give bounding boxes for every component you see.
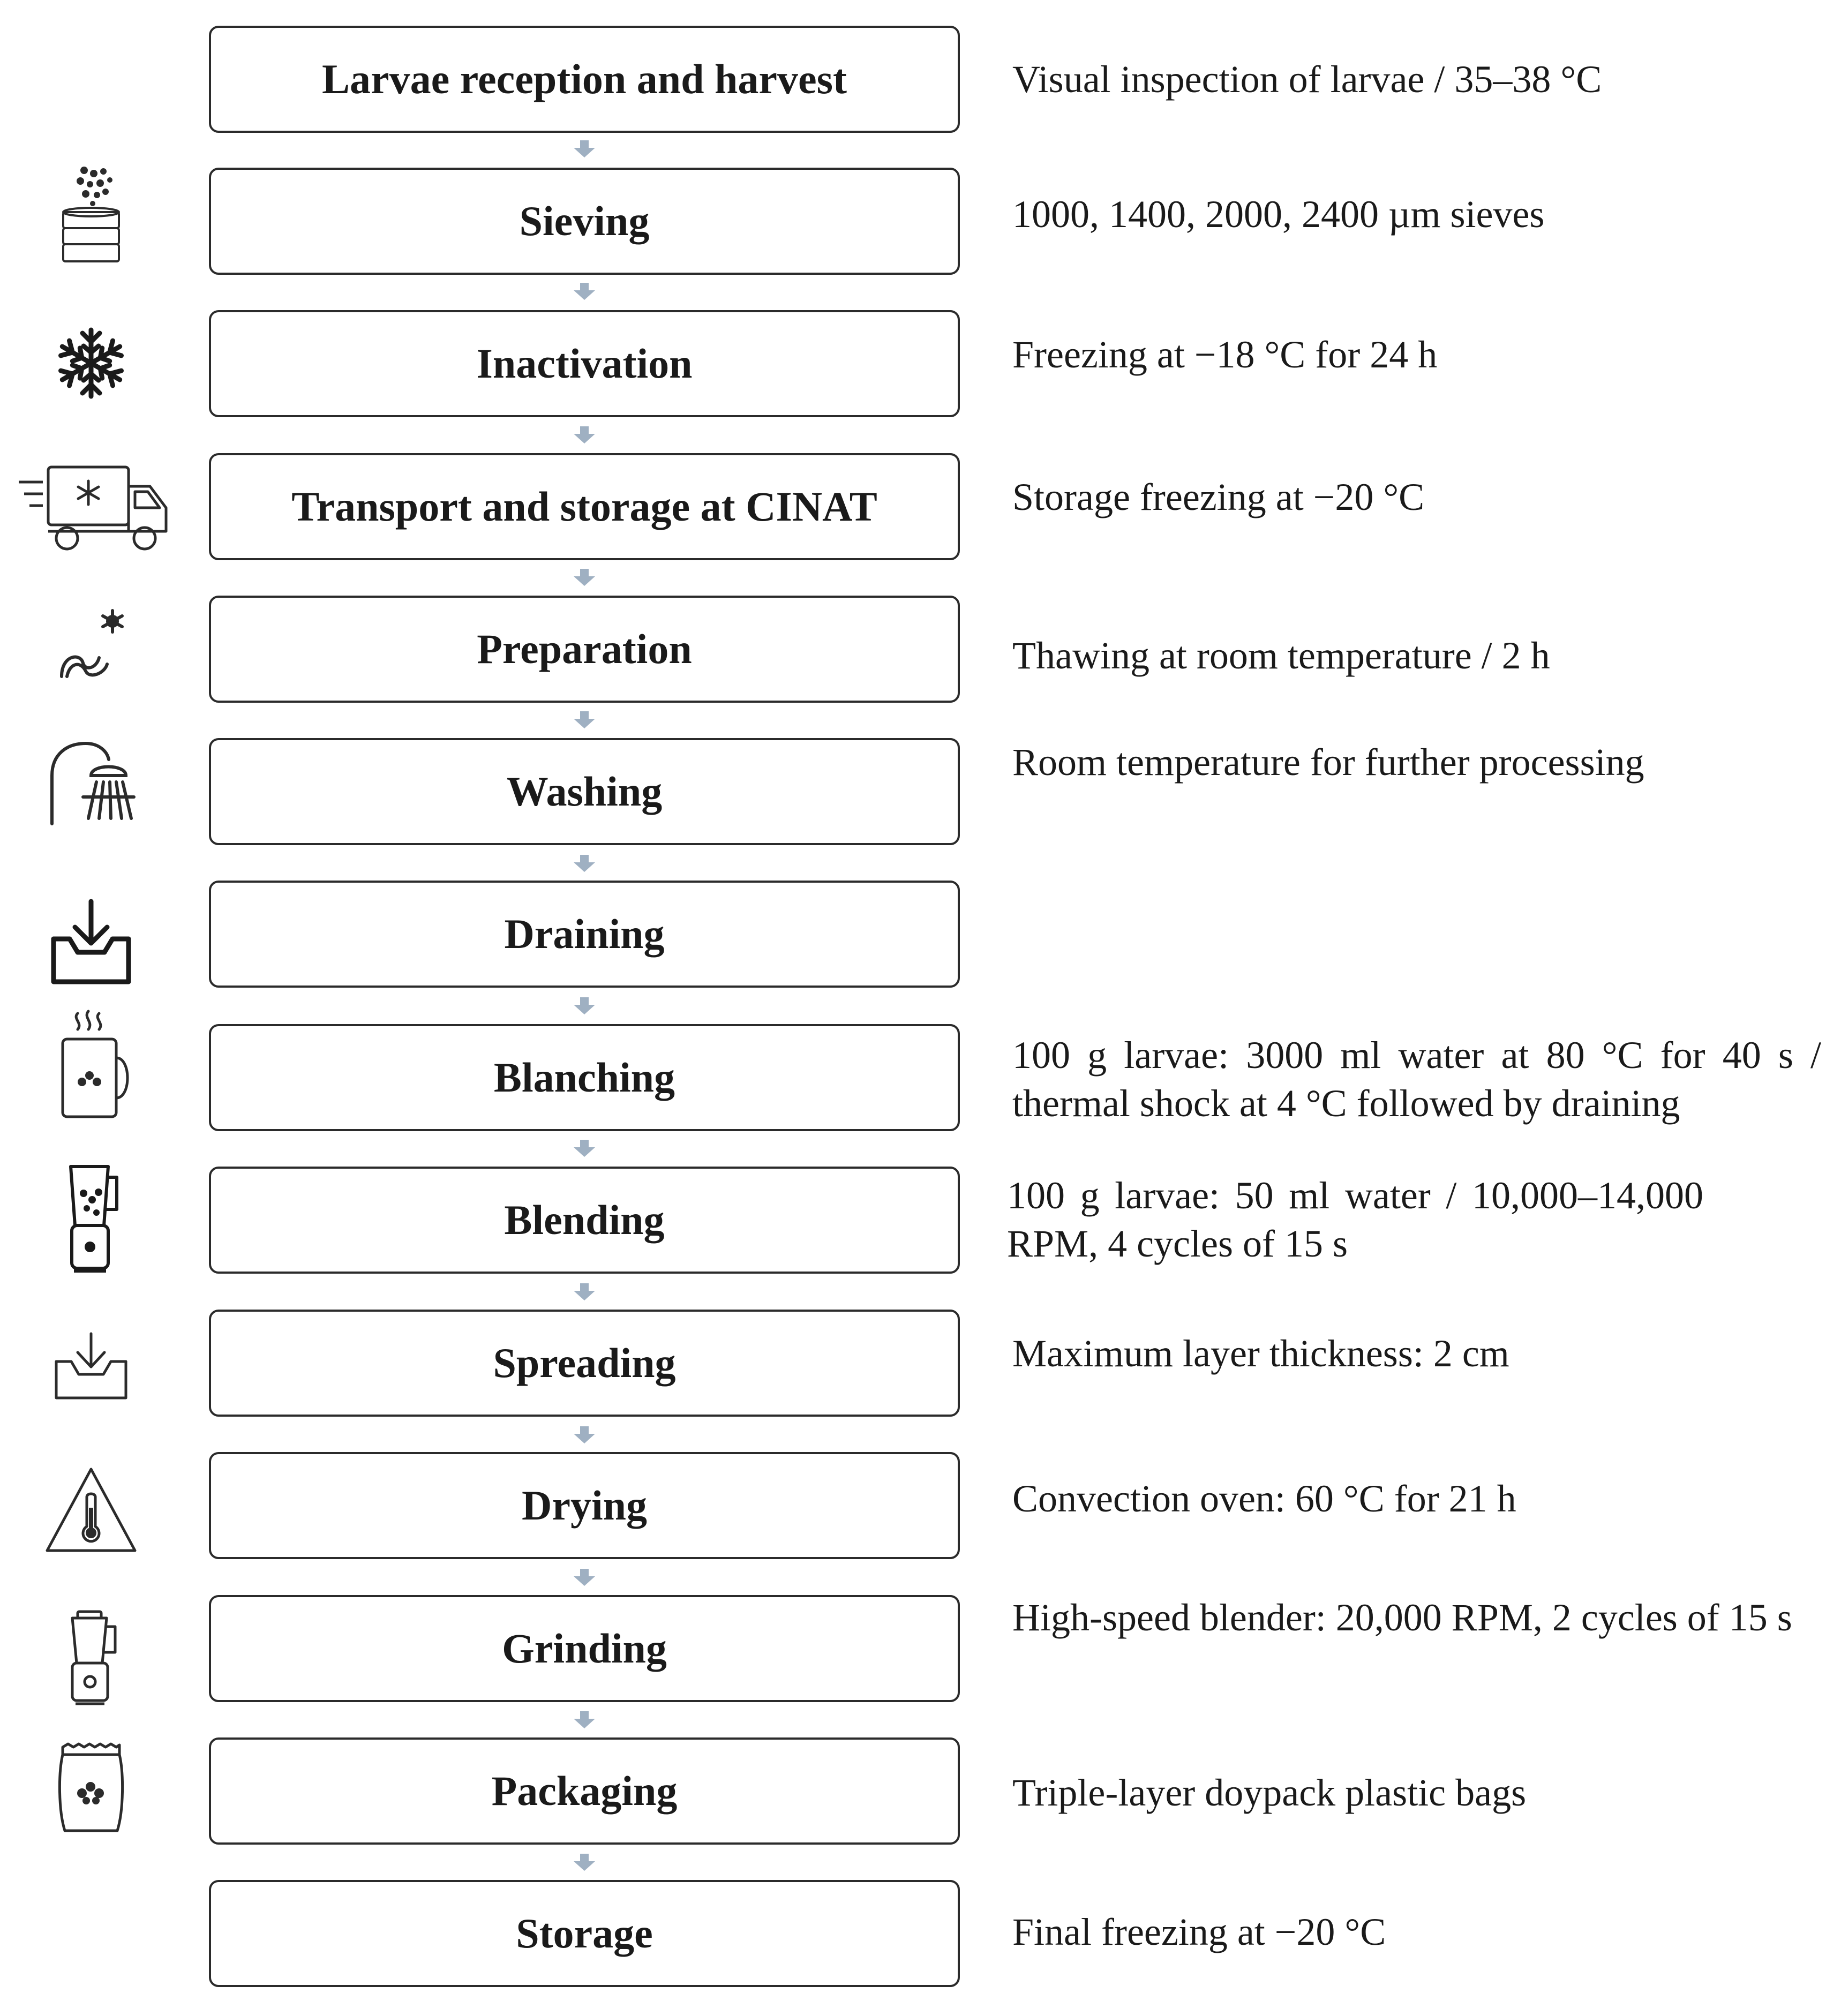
down-arrow-icon xyxy=(574,283,595,300)
down-arrow-icon xyxy=(574,1283,595,1300)
hot-mug-icon xyxy=(11,1007,171,1125)
step-box-storage xyxy=(209,1880,960,1987)
step-box-transport xyxy=(209,453,960,560)
step-box-drying xyxy=(209,1452,960,1559)
blender-larvae-icon xyxy=(11,1160,171,1277)
inbox-download-icon xyxy=(11,894,171,988)
step-desc-transport: Storage freezing at −20 °C xyxy=(1012,476,1425,518)
sieve-icon xyxy=(11,163,171,268)
tray-download-icon xyxy=(11,1328,171,1403)
step-desc-drying: Convection oven: 60 °C for 21 h xyxy=(1012,1477,1516,1520)
step-desc-packaging: Triple-layer doypack plastic bags xyxy=(1012,1771,1527,1814)
shower-icon xyxy=(11,738,171,826)
step-label: Storage xyxy=(516,1910,653,1957)
step-desc-inactivation: Freezing at −18 °C for 24 h xyxy=(1012,333,1438,376)
step-label: Washing xyxy=(506,768,663,815)
step-label: Inactivation xyxy=(476,340,693,387)
step-box-grinding xyxy=(209,1595,960,1702)
step-label: Larvae reception and harvest xyxy=(322,56,847,102)
step-desc-blanching: 100 g larvae: 3000 ml water at 80 °C for 40 s / thermal shock at 4 °C followed by draining xyxy=(1012,1034,1821,1125)
step-label: Spreading xyxy=(493,1340,676,1386)
step-box-washing xyxy=(209,738,960,845)
step-desc-preparation: Thawing at room temperature / 2 h xyxy=(1012,634,1550,677)
down-arrow-icon xyxy=(574,1569,595,1586)
temperature-warning-icon xyxy=(11,1465,171,1556)
down-arrow-icon xyxy=(574,855,595,872)
down-arrow-icon xyxy=(574,1426,595,1443)
step-box-inactivation xyxy=(209,310,960,417)
step-box-packaging xyxy=(209,1737,960,1845)
step-desc-spreading: Maximum layer thickness: 2 cm xyxy=(1012,1332,1509,1375)
step-label: Sieving xyxy=(519,198,650,244)
step-label: Drying xyxy=(522,1482,647,1529)
package-bag-icon xyxy=(11,1741,171,1834)
step-box-spreading xyxy=(209,1310,960,1417)
step-box-sieving xyxy=(209,168,960,275)
step-label: Transport and storage at CINAT xyxy=(291,483,877,530)
down-arrow-icon xyxy=(574,1711,595,1728)
snowflake-icon xyxy=(11,326,171,401)
down-arrow-icon xyxy=(574,569,595,586)
step-label: Packaging xyxy=(491,1767,678,1814)
down-arrow-icon xyxy=(574,140,595,157)
step-box-blanching xyxy=(209,1024,960,1131)
blender-icon xyxy=(11,1609,171,1709)
larvae-thawing-icon xyxy=(11,603,171,686)
step-desc-grinding: High-speed blender: 20,000 RPM, 2 cycles of 15 s xyxy=(1012,1596,1792,1639)
freezer-truck-icon xyxy=(13,461,174,554)
down-arrow-icon xyxy=(574,426,595,443)
step-label: Blending xyxy=(504,1197,665,1243)
down-arrow-icon xyxy=(574,711,595,728)
step-box-preparation xyxy=(209,596,960,703)
down-arrow-icon xyxy=(574,1854,595,1871)
down-arrow-icon xyxy=(574,997,595,1014)
step-desc-storage: Final freezing at −20 °C xyxy=(1012,1910,1386,1953)
step-box-draining xyxy=(209,881,960,988)
step-desc-blending: 100 g larvae: 50 ml water / 10,000–14,000 RPM, 4 cycles of 15 s xyxy=(1007,1174,1703,1265)
step-label: Preparation xyxy=(477,626,692,672)
down-arrow-icon xyxy=(574,1140,595,1157)
step-desc-sieving: 1000, 1400, 2000, 2400 µm sieves xyxy=(1012,193,1545,236)
step-label: Grinding xyxy=(502,1625,667,1672)
step-desc-reception: Visual inspection of larvae / 35–38 °C xyxy=(1012,58,1602,101)
step-label: Blanching xyxy=(493,1054,675,1101)
step-box-blending xyxy=(209,1167,960,1274)
step-label: Draining xyxy=(504,911,665,957)
step-desc-washing: Room temperature for further processing xyxy=(1012,741,1644,784)
step-box-reception xyxy=(209,26,960,133)
